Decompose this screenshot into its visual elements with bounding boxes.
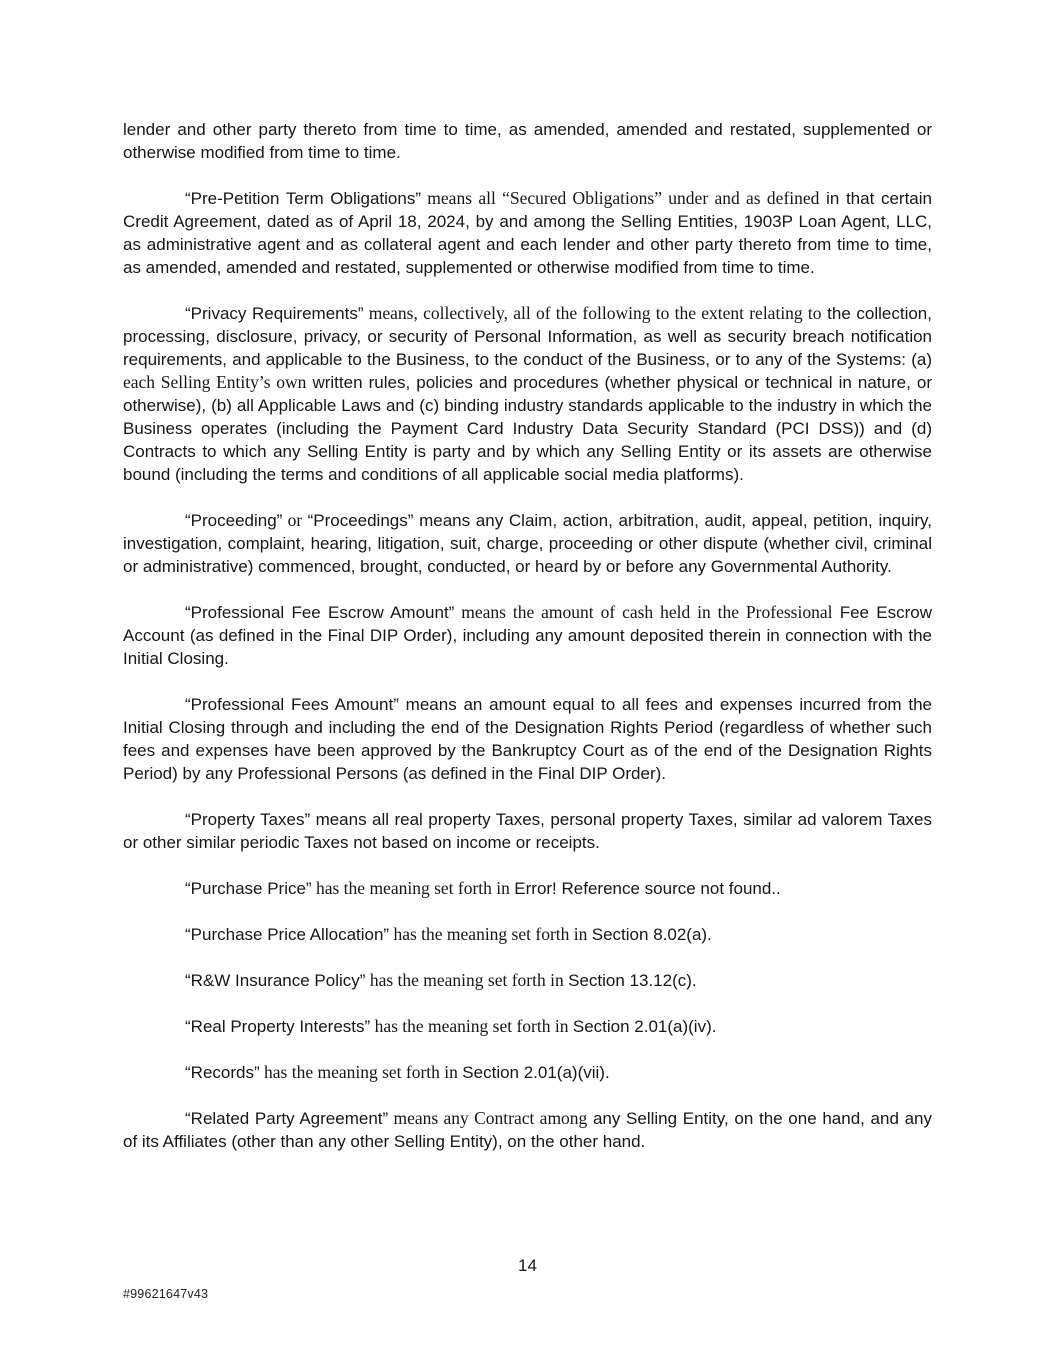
- defined-term: “Related Party Agreement”: [185, 1109, 389, 1128]
- text-run: any Selling Entity, on the one hand, and any of its Affiliates (other than any other Selling Entity), on the other hand.: [123, 1109, 932, 1151]
- defined-term: “Pre-Petition Term Obligations”: [185, 189, 421, 208]
- defined-term: “Purchase Price Allocation”: [185, 925, 390, 944]
- paragraph: [123, 969, 932, 992]
- text-run: in that certain Credit Agreement, dated as of April 18, 2024, by and among the Selling Entities, 1903P Loan Agent, LLC, as administrative agent and as collateral agent and each lender and other party thereto from time to time, as amended, amended and restated, supplemented or otherwise modified from time to time.: [123, 189, 932, 277]
- paragraph: [123, 1061, 932, 1084]
- paragraph: [123, 808, 932, 854]
- defined-term: “Professional Fee Escrow Amount”: [185, 603, 455, 622]
- paragraph: [123, 1107, 932, 1153]
- text-run: means all “Secured Obligations” under and as defined: [420, 188, 820, 208]
- text-run: has the meaning set forth in: [370, 1016, 573, 1036]
- text-run: Section 2.01(a)(iv).: [572, 1017, 717, 1036]
- defined-term: “Real Property Interests”: [185, 1017, 371, 1036]
- text-run: has the meaning set forth in: [259, 1062, 463, 1082]
- defined-term: “Purchase Price”: [185, 879, 312, 898]
- text-run: each Selling Entity’s own: [123, 372, 307, 392]
- defined-term: “Records”: [185, 1063, 260, 1082]
- paragraph: [123, 118, 932, 164]
- text-run: Error! Reference source not found..: [514, 879, 781, 898]
- defined-term: “Proceeding”: [185, 511, 283, 530]
- paragraph: [123, 1015, 932, 1038]
- defined-term: “Privacy Requirements”: [185, 304, 364, 323]
- paragraph: [123, 187, 932, 279]
- defined-term: “R&W Insurance Policy”: [185, 971, 366, 990]
- paragraph: [123, 693, 932, 785]
- text-run: Fee Escrow Account (as defined in the Final DIP Order), including any amount deposited therein in connection with the Initial Closing.: [123, 603, 933, 668]
- text-run: means any Claim, action, arbitration, audit, appeal, petition, inquiry, investigation, complaint, hearing, litigation, suit, charge, proceeding or other dispute (whether civil, criminal or administrative) commenced, brought, conducted, or heard by or before any Governmental Authority.: [123, 511, 932, 576]
- text-run: or: [282, 510, 308, 530]
- document-id-stamp: #99621647v43: [123, 1287, 209, 1301]
- text-run: has the meaning set forth in: [389, 924, 592, 944]
- paragraph: [123, 877, 932, 900]
- text-run: the collection, processing, disclosure, privacy, or security of Personal Information, as well as security breach notification requirements, and applicable to the Business, to the conduct of the Business, or to any of the Systems: (a): [123, 304, 932, 369]
- document-body: [123, 118, 932, 1176]
- text-run: Section 8.02(a).: [591, 925, 712, 944]
- defined-term: “Proceedings”: [307, 511, 414, 530]
- paragraph: [123, 601, 932, 670]
- defined-term: “Professional Fees Amount”: [185, 695, 399, 714]
- text-run: lender and other party thereto from time to time, as amended, amended and restated, supplemented or otherwise modified from time to time.: [123, 120, 932, 162]
- text-run: means, collectively, all of the following to the extent relating to: [363, 303, 822, 323]
- text-run: has the meaning set forth in: [365, 970, 569, 990]
- text-run: means any Contract among: [388, 1108, 588, 1128]
- text-run: has the meaning set forth in: [311, 878, 515, 898]
- text-run: Section 2.01(a)(vii).: [462, 1063, 610, 1082]
- text-run: means the amount of cash held in the Professional: [454, 602, 833, 622]
- text-run: Section 13.12(c).: [568, 971, 697, 990]
- text-run: means all real property Taxes, personal property Taxes, similar ad valorem Taxes or other similar periodic Taxes not based on income or receipts.: [123, 810, 932, 852]
- defined-term: “Property Taxes”: [185, 810, 311, 829]
- paragraph: [123, 509, 932, 578]
- paragraph: [123, 302, 932, 486]
- page-number: 14: [518, 1256, 537, 1275]
- text-run: written rules, policies and procedures (whether physical or technical in nature, or otherwise), (b) all Applicable Laws and (c) binding industry standards applicable to the industry in which the Business operates (including the Payment Card Industry Data Security Standard (PCI DSS)) and (d) Contracts to which any Selling Entity is party and by which any Selling Entity or its assets are otherwise bound (including the terms and conditions of all applicable social media platforms).: [123, 373, 932, 484]
- paragraph: [123, 923, 932, 946]
- text-run: means an amount equal to all fees and expenses incurred from the Initial Closing through and including the end of the Designation Rights Period (regardless of whether such fees and expenses have been approved by the Bankruptcy Court as of the end of the Designation Rights Period) by any Professional Persons (as defined in the Final DIP Order).: [123, 695, 933, 783]
